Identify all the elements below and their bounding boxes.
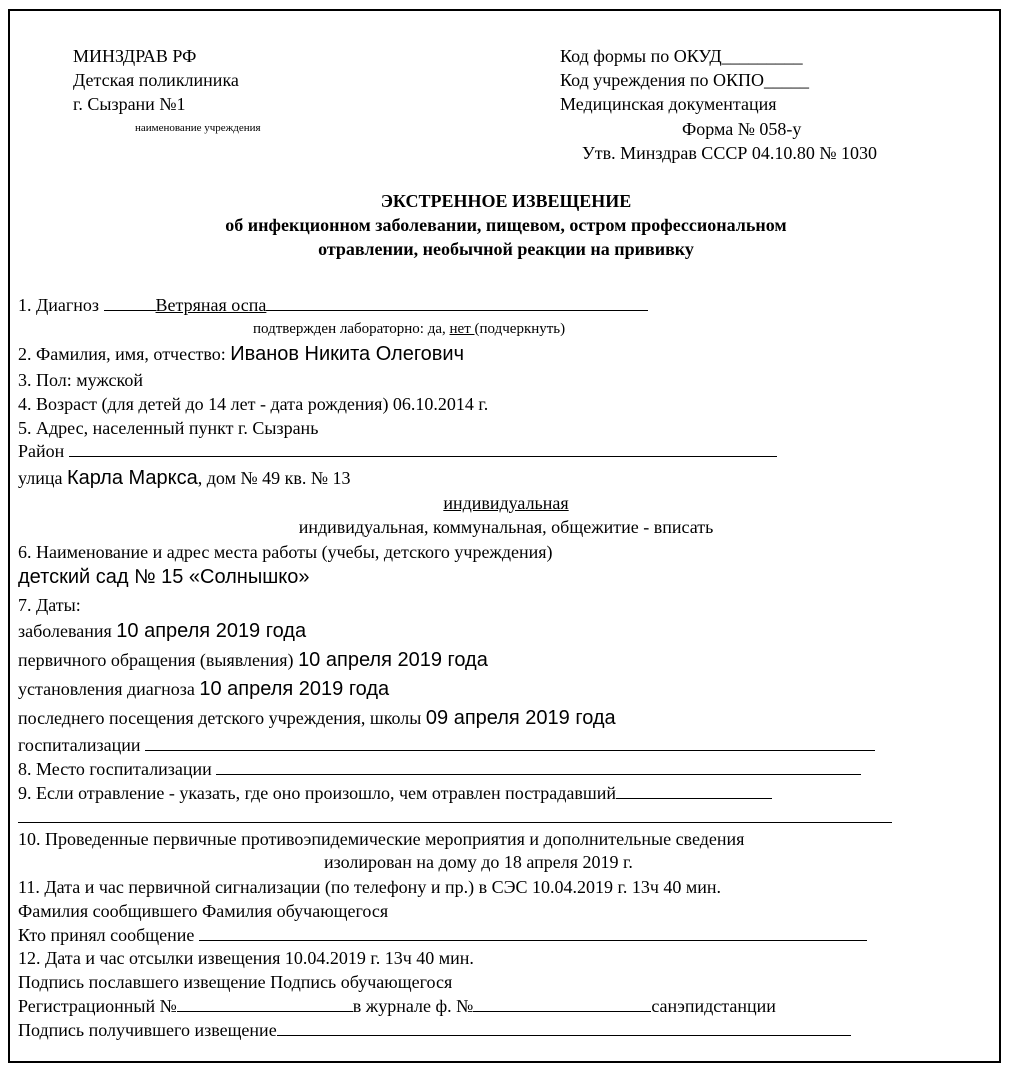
first-visit-date-row <box>18 649 488 671</box>
signal-row: 11. Дата и час первичной сигнализации (по телефону и пр.) в СЭС 10.04.2019 г. 13ч 40 мин. <box>18 877 722 897</box>
measures-row: 10. Проведенные первичные противоэпидемические мероприятия и дополнительные сведения <box>18 829 745 849</box>
district-row <box>18 440 777 462</box>
fullname-label: 2. Фамилия, имя, отчество: <box>18 344 231 364</box>
hospital-place-label: 8. Место госпитализации <box>18 759 217 779</box>
hospital-place-row <box>18 758 861 780</box>
lab-confirmation <box>253 318 565 340</box>
poisoning-blank-2 <box>18 807 892 823</box>
first-visit-label: первичного обращения (выявления) <box>18 650 299 670</box>
registration-label: Регистрационный № <box>18 996 177 1016</box>
org-line-3: г. Сызрани №1 <box>73 94 186 114</box>
onset-label: заболевания <box>18 621 117 641</box>
diagnosis-label: 1. Диагноз <box>18 295 104 315</box>
hospitalization-date-row <box>18 734 875 756</box>
registration-blank <box>177 996 353 1012</box>
sending-row: 12. Дата и час отсылки извещения 10.04.2019 г. 13ч 40 мин. <box>18 948 474 968</box>
okpo-code: Код учреждения по ОКПО_____ <box>560 70 810 90</box>
housing-type-value: индивидуальная <box>443 493 569 513</box>
hospital-place-blank <box>216 759 861 775</box>
last-attendance-row <box>18 707 616 729</box>
street-value: Карла Маркса <box>66 467 198 489</box>
receiver-blank <box>199 925 867 941</box>
diagnosis-row <box>18 294 648 316</box>
poisoning-label: 9. Если отравление - указать, где оно произошло, чем отравлен пострадавший <box>18 783 617 803</box>
lab-note-hint: (подчеркнуть) <box>474 321 566 337</box>
journal-label: в журнале ф. № <box>352 996 474 1016</box>
approval-line: Утв. Минздрав СССР 04.10.80 № 1030 <box>582 143 878 163</box>
fullname-value: Иванов Никита Олегович <box>230 343 465 365</box>
street-label: улица <box>18 468 67 488</box>
fullname-row <box>18 343 464 365</box>
last-attendance-value: 09 апреля 2019 года <box>425 707 616 729</box>
receiver-row <box>18 924 867 946</box>
diagnosis-blank-lead <box>104 295 156 311</box>
poisoning-row <box>18 782 772 804</box>
measures-value: изолирован на дому до 18 апреля 2019 г. <box>324 852 633 872</box>
hospitalization-label: госпитализации <box>18 735 145 755</box>
doc-subtitle-1: об инфекционном заболевании, пищевом, остром профессиональном <box>225 215 787 235</box>
form-number: Форма № 058-у <box>682 119 802 139</box>
doc-title: ЭКСТРЕННОЕ ИЗВЕЩЕНИЕ <box>380 191 632 211</box>
org-line-1: МИНЗДРАВ РФ <box>73 46 197 66</box>
housing-type-caption: индивидуальная, коммунальная, общежитие - вписать <box>298 517 714 537</box>
receiver-sign-row <box>18 1019 851 1041</box>
dates-heading: 7. Даты: <box>18 595 81 615</box>
org-caption: наименование учреждения <box>135 122 261 134</box>
district-blank <box>69 441 777 457</box>
diagnosis-blank-tail <box>266 295 648 311</box>
doc-subtitle-2: отравлении, необычной реакции на прививку <box>318 239 694 259</box>
hospitalization-blank <box>145 735 875 751</box>
journal-blank <box>473 996 651 1012</box>
poisoning-blank-row <box>18 806 892 828</box>
poisoning-blank <box>616 783 772 799</box>
onset-date-row <box>18 620 306 642</box>
workplace-value: детский сад № 15 «Солнышко» <box>18 566 310 588</box>
reporter-row: Фамилия сообщившего Фамилия обучающегося <box>18 901 389 921</box>
age-row: 4. Возраст (для детей до 14 лет - дата рождения) 06.10.2014 г. <box>18 394 489 414</box>
org-line-2: Детская поликлиника <box>73 70 239 90</box>
sanepid-label: санэпидстанции <box>651 996 776 1016</box>
address-row: 5. Адрес, населенный пункт г. Сызрань <box>18 418 319 438</box>
sex-row: 3. Пол: мужской <box>18 370 143 390</box>
diagnosis-date-row <box>18 678 389 700</box>
sender-sign-row: Подпись пославшего извещение Подпись обучающегося <box>18 972 453 992</box>
house-number: , дом № 49 кв. № 13 <box>197 468 351 488</box>
street-row <box>18 467 351 489</box>
lab-note-no: нет <box>449 321 475 337</box>
last-attendance-label: последнего посещения детского учреждения, школы <box>18 708 426 728</box>
lab-note-text: подтвержден лабораторно: да, <box>253 321 450 337</box>
first-visit-value: 10 апреля 2019 года <box>298 649 488 671</box>
receiver-sign-label: Подпись получившего извещение <box>18 1020 277 1040</box>
receiver-sign-blank <box>277 1020 851 1036</box>
diagnosis-date-label: установления диагноза <box>18 679 200 699</box>
med-doc-label: Медицинская документация <box>560 94 777 114</box>
receiver-label: Кто принял сообщение <box>18 925 199 945</box>
registration-row <box>18 995 776 1017</box>
diagnosis-date-value: 10 апреля 2019 года <box>199 678 390 700</box>
okud-code: Код формы по ОКУД_________ <box>560 46 803 66</box>
workplace-row: 6. Наименование и адрес места работы (учебы, детского учреждения) <box>18 542 553 562</box>
onset-value: 10 апреля 2019 года <box>116 620 307 642</box>
district-label: Район <box>18 441 65 461</box>
diagnosis-value: Ветряная оспа <box>155 295 267 315</box>
